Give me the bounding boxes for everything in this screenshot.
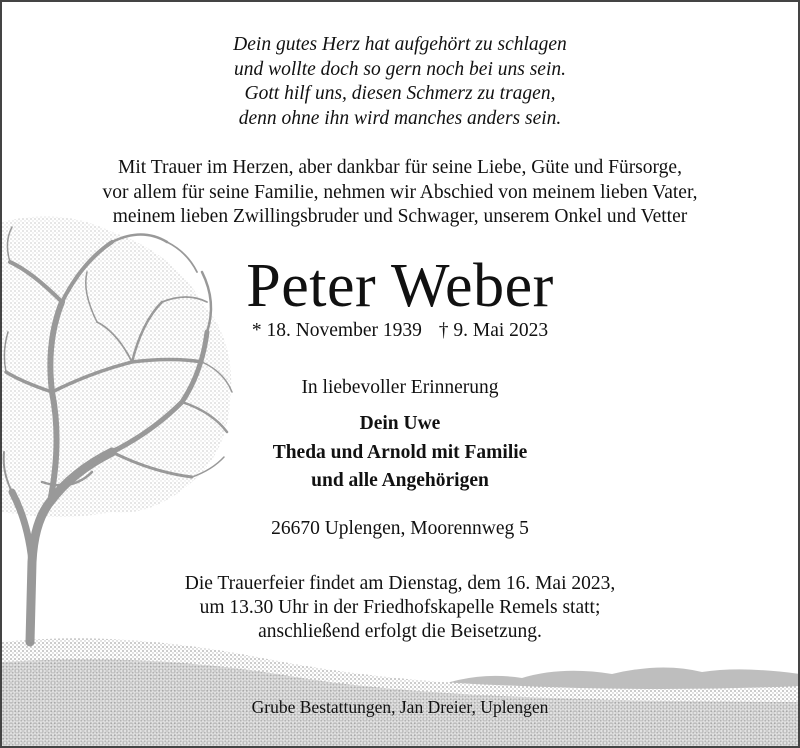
mourners-list [2,410,798,496]
funeral-line: anschließend erfolgt die Beisetzung. [258,621,542,642]
poem [2,33,798,131]
funeral-line: um 13.30 Uhr in der Friedhofskapelle Remels statt; [199,597,601,618]
intro-line: Mit Trauer im Herzen, aber dankbar für seine Liebe, Güte und Fürsorge, [118,157,682,178]
poem-line: Dein gutes Herz hat aufgehört zu schlagen [233,34,567,55]
birth-date: * 18. November 1939 [251,320,422,341]
funeral-line: Die Trauerfeier findet am Dienstag, dem 16. Mai 2023, [184,573,616,594]
poem-line: und wollte doch so gern noch bei uns sein. [233,58,566,80]
mourner: Theda und Arnold mit Familie [272,441,528,463]
funeral-info [2,572,798,644]
poem-line: denn ohne ihn wird manches anders sein. [238,107,562,129]
poem-line: Gott hilf uns, diesen Schmerz zu tragen, [244,83,556,104]
memory-line: In liebevoller Erinnerung [301,377,499,398]
deceased-name: Peter Weber [246,252,554,320]
death-date: † 9. Mai 2023 [438,320,549,341]
mourner: und alle Angehörigen [311,470,489,491]
intro-line: meinem lieben Zwillingsbruder und Schwager, unserem Onkel und Vetter [112,206,688,227]
life-dates [2,319,798,343]
intro-line: vor allem für seine Familie, nehmen wir Abschied von meinem lieben Vater, [102,181,698,203]
funeral-home: Grube Bestattungen, Jan Dreier, Uplengen [251,697,549,717]
address: 26670 Uplengen, Moorennweg 5 [271,518,529,539]
mourner: Dein Uwe [359,413,441,434]
intro-paragraph [2,156,798,230]
